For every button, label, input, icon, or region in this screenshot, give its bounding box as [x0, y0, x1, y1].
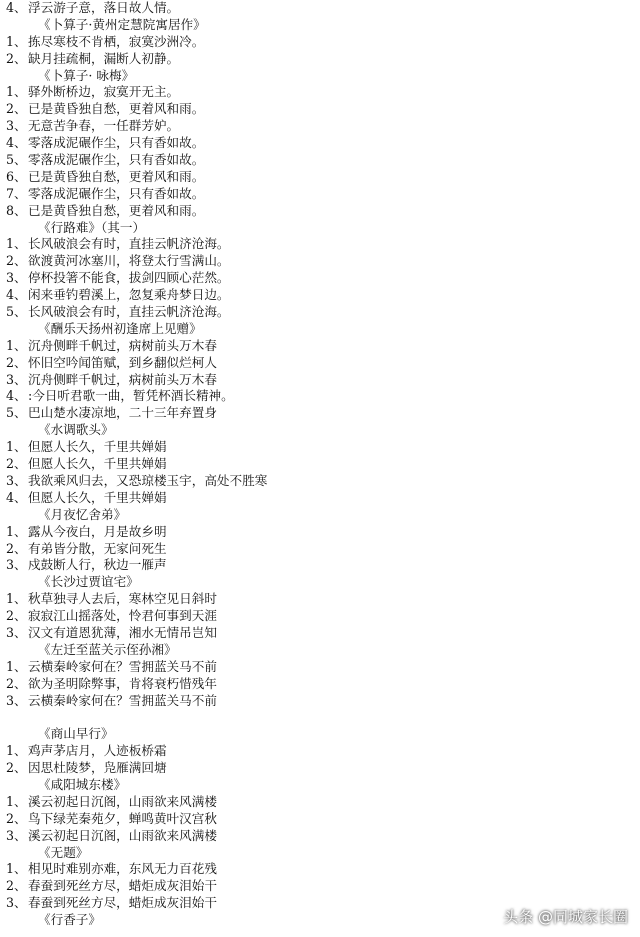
line-text: 闲来垂钓碧溪上，忽复乘舟梦日边。 [28, 287, 230, 303]
poem-line [6, 84, 636, 101]
poem-line [6, 0, 636, 17]
poem-line [6, 51, 636, 68]
poem-line [6, 338, 636, 355]
line-number: 3、 [6, 472, 27, 488]
line-number: 3、 [6, 624, 27, 640]
poem-title-text: 《酬乐天扬州初逢席上见赠》 [38, 320, 202, 336]
line-number: 2、 [6, 540, 27, 556]
poem-title [6, 642, 636, 659]
line-text: 汉文有道恩犹薄，湘水无情吊岂知 [28, 624, 217, 640]
poem-line [6, 811, 636, 828]
line-number: 1、 [6, 658, 27, 674]
poem-line [6, 118, 636, 135]
poem-line [6, 355, 636, 372]
line-number: 5、 [6, 304, 27, 320]
line-text: 长风破浪会有时，直挂云帆济沧海。 [28, 304, 230, 320]
line-text: 云横秦岭家何在？雪拥蓝关马不前 [28, 658, 217, 674]
line-number: 1、 [6, 236, 27, 252]
poem-line [6, 388, 636, 405]
line-text: 怀旧空吟闻笛赋，到乡翻似烂柯人 [28, 354, 217, 370]
line-number: 4、 [6, 287, 27, 303]
line-number: 2、 [6, 50, 27, 66]
line-number: 5、 [6, 405, 27, 421]
poem-line [6, 253, 636, 270]
line-text: 秋草独寻人去后，寒林空见日斜时 [28, 591, 217, 607]
poem-line [6, 490, 636, 507]
line-text: 已是黄昏独自愁，更着风和雨。 [28, 202, 205, 218]
watermark: 头条 @同城家长圈 [503, 908, 628, 926]
line-text: 有弟皆分散，无家问死生 [28, 540, 167, 556]
line-text: 拣尽寒枝不肯栖，寂寞沙洲冷。 [28, 33, 205, 49]
poem-line [6, 760, 636, 777]
line-text: 欲为圣明除弊事，肯将衰朽惜残年 [28, 675, 217, 691]
line-text: 已是黄昏独自愁，更着风和雨。 [28, 101, 205, 117]
poem-title-text: 《咸阳城东楼》 [38, 776, 127, 792]
line-number: 8、 [6, 202, 27, 218]
poem-line [6, 456, 636, 473]
poem-title [6, 845, 636, 862]
line-number: 1、 [6, 337, 27, 353]
poem-title-text: 《左迁至蓝关示侄孙湘》 [38, 641, 177, 657]
poem-line [6, 304, 636, 321]
poem-line [6, 861, 636, 878]
poem-line [6, 270, 636, 287]
poem-line [6, 693, 636, 710]
poem-line [6, 135, 636, 152]
line-text: 我欲乘风归去，又恐琼楼玉宇，高处不胜寒 [28, 472, 268, 488]
line-text: 鸡声茅店月，人迹板桥霜 [28, 743, 167, 759]
poem-line [6, 34, 636, 51]
line-number: 3、 [6, 557, 27, 573]
line-number: 4、 [6, 489, 27, 505]
line-text: 沉舟侧畔千帆过，病树前头万木春 [28, 337, 217, 353]
line-number: 7、 [6, 185, 27, 201]
line-text: 零落成泥碾作尘，只有香如故。 [28, 135, 205, 151]
poem-title [6, 726, 636, 743]
poem-title [6, 17, 636, 34]
poem-title-text: 《商山早行》 [38, 726, 114, 742]
poem-line [6, 473, 636, 490]
line-number: 2、 [6, 810, 27, 826]
line-text: :今日听君歌一曲，暂凭杯酒长精神。 [28, 388, 234, 404]
poem-title [6, 507, 636, 524]
line-text: 寂寂江山摇落处，怜君何事到天涯 [28, 608, 217, 624]
line-text: 已是黄昏独自愁，更着风和雨。 [28, 168, 205, 184]
poem-title [6, 574, 636, 591]
line-number: 1、 [6, 793, 27, 809]
blank-line [6, 709, 636, 726]
line-text: 浮云游子意，落日故人情。 [28, 0, 180, 15]
line-number: 3、 [6, 270, 27, 286]
poem-line [6, 659, 636, 676]
line-number: 2、 [6, 675, 27, 691]
line-text: 鸟下绿芜秦苑夕，蝉鸣黄叶汉宫秋 [28, 810, 217, 826]
poem-line [6, 439, 636, 456]
poem-line [6, 186, 636, 203]
poem-line [6, 541, 636, 558]
line-text: 但愿人长久，千里共婵娟 [28, 439, 167, 455]
line-number: 3、 [6, 118, 27, 134]
line-text: 零落成泥碾作尘，只有香如故。 [28, 185, 205, 201]
line-text: 云横秦岭家何在？雪拥蓝关马不前 [28, 692, 217, 708]
poem-line [6, 557, 636, 574]
poem-title [6, 777, 636, 794]
poem-line [6, 405, 636, 422]
line-text: 因思杜陵梦，凫雁满回塘 [28, 760, 167, 776]
line-number: 3、 [6, 827, 27, 843]
poem-line [6, 676, 636, 693]
line-number: 1、 [6, 523, 27, 539]
line-number: 1、 [6, 743, 27, 759]
poem-line [6, 625, 636, 642]
line-number: 2、 [6, 608, 27, 624]
line-number: 1、 [6, 591, 27, 607]
line-text: 但愿人长久，千里共婵娟 [28, 489, 167, 505]
line-text: 但愿人长久，千里共婵娟 [28, 456, 167, 472]
line-number: 2、 [6, 456, 27, 472]
poem-title [6, 422, 636, 439]
line-text: 巴山楚水凄凉地，二十三年弃置身 [28, 405, 217, 421]
poem-title [6, 321, 636, 338]
line-text: 溪云初起日沉阁，山雨欲来风满楼 [28, 827, 217, 843]
line-number: 2、 [6, 354, 27, 370]
poem-title [6, 68, 636, 85]
poem-line [6, 878, 636, 895]
line-number: 1、 [6, 33, 27, 49]
poem-line [6, 608, 636, 625]
line-number: 2、 [6, 101, 27, 117]
line-number: 3、 [6, 692, 27, 708]
line-text: 戍鼓断人行，秋边一雁声 [28, 557, 167, 573]
line-number: 6、 [6, 168, 27, 184]
line-text: 缺月挂疏桐，漏断人初静。 [28, 50, 180, 66]
line-text: 春蚕到死丝方尽，蜡炬成灰泪始干 [28, 878, 217, 894]
poem-line [6, 236, 636, 253]
poem-title-text: 《水调歌头》 [38, 422, 114, 438]
poem-title-text: 《卜算子·黄州定慧院寓居作》 [38, 16, 206, 32]
poem-line [6, 152, 636, 169]
line-number: 2、 [6, 878, 27, 894]
line-text: 长风破浪会有时，直挂云帆济沧海。 [28, 236, 230, 252]
line-text: 露从今夜白，月是故乡明 [28, 523, 167, 539]
poem-line [6, 828, 636, 845]
poem-line [6, 287, 636, 304]
line-number: 4、 [6, 0, 27, 15]
line-number: 4、 [6, 388, 27, 404]
poem-title-text: 《行路难》（其一） [38, 219, 146, 235]
line-text: 停杯投箸不能食，拔剑四顾心茫然。 [28, 270, 230, 286]
line-number: 1、 [6, 84, 27, 100]
line-number: 3、 [6, 371, 27, 387]
poem-title [6, 220, 636, 237]
line-text: 春蚕到死丝方尽，蜡炬成灰泪始干 [28, 895, 217, 911]
poem-line [6, 169, 636, 186]
line-number: 1、 [6, 861, 27, 877]
poem-title-text: 《无题》 [38, 844, 89, 860]
poem-line [6, 743, 636, 760]
poem-line [6, 591, 636, 608]
line-number: 5、 [6, 152, 27, 168]
line-text: 驿外断桥边，寂寞开无主。 [28, 84, 180, 100]
poem-document [6, 0, 636, 929]
poem-title-text: 《卜算子· 咏梅》 [38, 67, 135, 83]
line-text: 零落成泥碾作尘，只有香如故。 [28, 152, 205, 168]
line-number: 2、 [6, 253, 27, 269]
poem-line [6, 203, 636, 220]
line-number: 2、 [6, 760, 27, 776]
line-number: 4、 [6, 135, 27, 151]
line-text: 欲渡黄河冰塞川，将登太行雪满山。 [28, 253, 230, 269]
poem-title-text: 《月夜忆舍弟》 [38, 506, 127, 522]
line-text: 溪云初起日沉阁，山雨欲来风满楼 [28, 793, 217, 809]
line-number: 3、 [6, 895, 27, 911]
poem-title-text: 《行香子》 [38, 912, 101, 928]
poem-line [6, 372, 636, 389]
line-text: 沉舟侧畔千帆过，病树前头万木春 [28, 371, 217, 387]
poem-line [6, 101, 636, 118]
line-text: 无意苦争春，一任群芳妒。 [28, 118, 180, 134]
poem-line [6, 794, 636, 811]
poem-line [6, 524, 636, 541]
line-text: 相见时难别亦难，东风无力百花残 [28, 861, 217, 877]
poem-title-text: 《长沙过贾谊宅》 [38, 574, 139, 590]
line-number: 1、 [6, 439, 27, 455]
